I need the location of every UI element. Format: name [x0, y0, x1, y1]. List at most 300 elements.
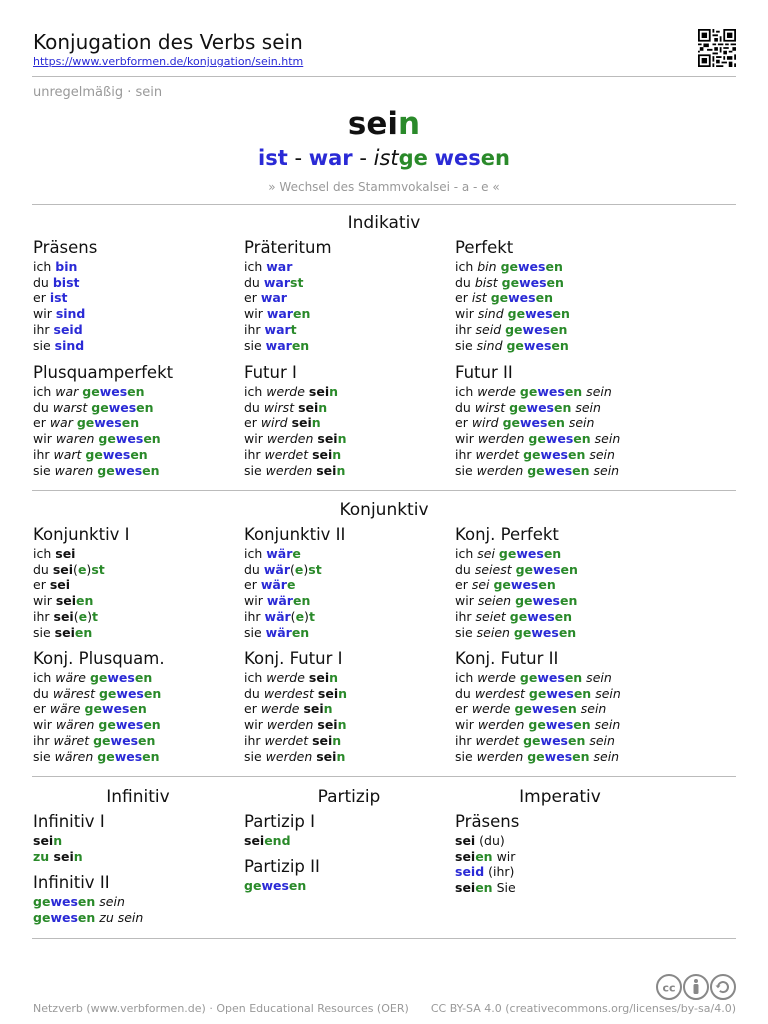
verb-fragment: sein — [590, 717, 621, 733]
conjugation-row — [455, 670, 665, 686]
verb-fragment: sei — [53, 608, 74, 624]
verb-fragment: n — [318, 399, 328, 415]
verb-fragment: werden — [265, 462, 317, 478]
verb-fragment: sei — [312, 446, 333, 462]
verb-fragment: war — [260, 290, 287, 306]
conjugation-row — [455, 562, 665, 578]
tense-title: Konj. Plusquam. — [33, 649, 165, 668]
verb-fragment: sind — [477, 306, 508, 322]
verb-fragment: wär — [260, 577, 287, 593]
verb-fragment: ge — [76, 415, 95, 431]
verb-fragment: zu — [33, 848, 54, 864]
verb-fragment: sie — [455, 748, 477, 764]
verb-fragment: en — [291, 624, 310, 640]
verb-fragment: ge — [93, 732, 111, 748]
verb-fragment: ihr — [33, 732, 54, 748]
verb-fragment: ge — [515, 593, 533, 609]
tense-title: Präsens — [455, 812, 520, 831]
conjugation-row — [244, 290, 454, 306]
verb-fragment: en — [551, 337, 569, 353]
verb-fragment: ich — [455, 670, 478, 685]
verb-fragment: ist — [258, 146, 288, 170]
verb-fragment: en — [553, 399, 572, 415]
conjugation-row — [33, 701, 243, 717]
verb-fragment: sei — [317, 431, 338, 447]
verb-fragment: werden — [476, 462, 528, 478]
verb-fragment: wir — [455, 717, 478, 733]
verb-fragment: sei — [55, 546, 76, 561]
verb-fragment: sei — [49, 577, 71, 593]
verb-fragment: du — [244, 274, 264, 290]
verb-fragment: er — [244, 701, 261, 717]
verb-fragment: wir — [244, 306, 267, 322]
verb-fragment: en — [121, 415, 140, 431]
verb-fragment: wären — [55, 717, 99, 733]
conjugation-row — [455, 447, 665, 463]
verb-fragment: en — [573, 685, 592, 701]
verb-fragment: wirst — [263, 399, 299, 415]
verb-fragment: sei — [471, 577, 494, 593]
conjugation-row — [455, 431, 665, 447]
verb-fragment: en — [543, 546, 562, 561]
conjugation-row — [33, 733, 243, 749]
verb-fragment: sein — [95, 894, 125, 909]
verb-fragment: en — [550, 321, 568, 337]
conjugation-row — [33, 400, 243, 416]
verb-fragment: ich — [244, 546, 267, 561]
verb-fragment: ge — [513, 624, 532, 640]
verb-fragment: ge — [523, 446, 541, 462]
conjugation-row — [244, 833, 454, 849]
header-divider — [32, 76, 736, 77]
verb-fragment: wes — [50, 894, 78, 909]
verb-fragment: wes — [532, 593, 560, 609]
conjugation-row — [33, 259, 243, 275]
verb-fragment: du — [244, 561, 264, 577]
verb-fragment: sein — [585, 732, 615, 748]
verb-fragment: sei — [298, 399, 319, 415]
verb-fragment: du — [33, 685, 53, 701]
verb-fragment: seid — [455, 864, 485, 880]
verb-fragment: ihr — [244, 321, 265, 337]
verb-fragment: sie — [33, 337, 55, 353]
verb-fragment: du — [455, 274, 475, 290]
verb-fragment: du — [244, 399, 264, 415]
tense-title: Konj. Futur I — [244, 649, 343, 668]
conj-block-konjunktiv-1 — [33, 524, 243, 640]
verb-fragment: wären — [54, 748, 98, 764]
verb-infinitive — [0, 106, 768, 142]
verb-fragment: wes — [261, 878, 289, 893]
conjugation-row — [33, 577, 243, 593]
verb-fragment: ge — [490, 290, 509, 306]
verb-fragment: wes — [107, 670, 135, 685]
verb-fragment: en — [552, 306, 570, 322]
verb-fragment: ich — [33, 384, 56, 399]
conjugation-row — [33, 717, 243, 733]
verb-fragment: en — [572, 748, 590, 764]
divider — [32, 776, 736, 777]
conjugation-row — [244, 670, 454, 686]
verb-fragment: ich — [33, 546, 56, 561]
conjugation-row — [33, 849, 243, 865]
verb-fragment: ich — [244, 384, 267, 399]
verb-fragment: sein — [582, 384, 612, 399]
verb-fragment: war — [263, 274, 290, 290]
verb-fragment: ge — [85, 446, 103, 462]
verb-fragment: wärest — [52, 685, 99, 701]
verb-fragment: wes — [527, 608, 555, 624]
conjugation-row — [244, 733, 454, 749]
conjugation-row — [33, 546, 243, 562]
verb-fragment: en — [77, 909, 96, 925]
verb-fragment: en — [74, 624, 93, 640]
verb-info: unregelmäßig · sein — [33, 85, 163, 100]
verb-fragment: seien — [476, 624, 514, 640]
footer-source: Netzverb (www.verbformen.de) · Open Educational Resources (OER) — [33, 1002, 409, 1015]
verb-fragment: t — [91, 608, 98, 624]
verb-fragment: ge — [502, 415, 520, 431]
verb-fragment: sind — [54, 337, 85, 353]
verb-fragment: sie — [244, 462, 266, 478]
conjugation-row — [455, 864, 665, 880]
stammformen — [0, 146, 768, 170]
conjugation-row — [455, 306, 665, 322]
verb-fragment: werdet — [264, 446, 313, 462]
conj-block-konj-futur-1 — [244, 648, 454, 764]
divider — [32, 490, 736, 491]
section-heading-infinitiv: Infinitiv — [106, 787, 170, 807]
verb-fragment: ge — [493, 577, 511, 593]
verb-fragment: du — [455, 561, 475, 577]
conj-block-konjunktiv-2 — [244, 524, 454, 640]
qr-code-icon — [698, 29, 736, 67]
page-url-link[interactable]: https://www.verbformen.de/konjugation/sein.htm — [33, 55, 304, 68]
verb-fragment: ( — [290, 608, 296, 624]
verb-fragment: ihr — [244, 608, 265, 624]
verb-fragment: werdet — [264, 732, 313, 748]
verb-fragment: n — [338, 685, 348, 701]
verb-fragment: wes — [540, 732, 568, 748]
conj-block-perfekt — [455, 237, 665, 353]
verb-fragment: ge — [519, 384, 538, 399]
verb-fragment: en — [567, 446, 586, 462]
tense-title: Präteritum — [244, 238, 332, 257]
verb-fragment: wes — [518, 259, 546, 274]
verb-fragment: sein — [590, 431, 621, 447]
verb-fragment: ge — [528, 717, 546, 733]
conjugation-row — [244, 593, 454, 609]
tense-title: Plusquamperfekt — [33, 363, 174, 382]
verb-fragment: sein — [564, 415, 595, 431]
verb-fragment: bin — [55, 259, 78, 274]
verb-fragment: wes — [108, 399, 137, 415]
verb-fragment: sie — [455, 337, 477, 353]
conjugation-row — [244, 447, 454, 463]
verb-fragment: n — [73, 848, 83, 864]
verb-fragment: wär — [266, 593, 293, 609]
vowel-change-note: » Wechsel des Stammvokalsei - a - e « — [268, 180, 500, 194]
section-heading-partizip: Partizip — [317, 787, 381, 807]
verb-fragment: ge — [91, 399, 109, 415]
tense-title: Infinitiv II — [33, 873, 110, 892]
verb-fragment: st — [290, 274, 304, 290]
verb-fragment: sein — [585, 446, 615, 462]
verb-fragment: wir — [244, 431, 267, 447]
verb-fragment: ist — [373, 146, 399, 170]
verb-fragment: en — [558, 624, 577, 640]
verb-fragment: wir — [244, 593, 267, 609]
verb-fragment: n — [336, 462, 346, 478]
imperativ-praesens-block — [455, 811, 665, 896]
verb-fragment: wäre — [49, 701, 85, 717]
verb-fragment: du — [244, 685, 264, 701]
verb-fragment: en — [142, 748, 160, 764]
verb-fragment: wär — [263, 561, 290, 577]
verb-fragment: wes — [544, 462, 573, 478]
verb-fragment: t — [308, 608, 315, 624]
conjugation-row — [244, 686, 454, 702]
verb-fragment: en — [559, 701, 577, 717]
conjugation-row — [33, 749, 243, 765]
verb-fragment: n — [336, 748, 346, 764]
verb-fragment: ge — [519, 670, 538, 685]
footer-license[interactable]: CC BY-SA 4.0 (creativecommons.org/licenses/by-sa/4.0) — [430, 1002, 736, 1015]
conjugation-row — [455, 415, 665, 431]
verb-fragment: wes — [101, 701, 130, 717]
verb-fragment: wes — [545, 431, 574, 447]
verb-fragment: wes — [522, 321, 551, 337]
conjugation-row — [244, 701, 454, 717]
verb-fragment: ) — [86, 561, 92, 577]
verb-fragment: wir — [455, 306, 478, 322]
conjugation-row — [455, 593, 665, 609]
verb-fragment: ihr — [33, 446, 54, 462]
verb-fragment: ( — [290, 561, 295, 577]
verb-fragment: en — [480, 146, 510, 170]
verb-fragment: ge — [89, 670, 108, 685]
verb-fragment: war — [55, 384, 83, 399]
conjugation-row — [33, 686, 243, 702]
conjugation-row — [455, 546, 665, 562]
conjugation-row — [244, 609, 454, 625]
conjugation-row — [244, 625, 454, 641]
conjugation-row — [33, 833, 243, 849]
verb-fragment: werde — [260, 701, 304, 717]
verb-fragment: sie — [244, 624, 266, 640]
verb-fragment: wes — [523, 337, 552, 353]
verb-fragment: er — [33, 290, 50, 306]
verb-fragment: st — [91, 561, 105, 577]
verb-fragment: en — [567, 732, 586, 748]
conjugation-row — [244, 577, 454, 593]
verb-fragment: wes — [434, 146, 481, 170]
verb-fragment: wir — [33, 431, 56, 447]
verb-fragment: werde — [471, 701, 515, 717]
conjugation-row — [33, 670, 243, 686]
verb-fragment: wes — [50, 909, 78, 925]
verb-fragment: n — [332, 446, 342, 462]
verb-fragment: wes — [114, 748, 143, 764]
verb-fragment: wes — [99, 384, 128, 399]
verb-fragment: ge — [523, 732, 541, 748]
tense-title: Konj. Perfekt — [455, 525, 559, 544]
verb-fragment: war — [264, 321, 291, 337]
verb-fragment: ge — [98, 431, 116, 447]
verb-fragment: en — [573, 717, 591, 733]
verb-fragment: er — [33, 577, 50, 593]
verb-fragment: wes — [537, 670, 565, 685]
verb-fragment: ge — [398, 146, 428, 170]
verb-fragment: werdet — [475, 732, 524, 748]
divider — [32, 938, 736, 939]
verb-fragment: sei — [316, 748, 337, 764]
conjugation-row — [244, 275, 454, 291]
conjugation-row — [244, 562, 454, 578]
conjugation-row — [33, 431, 243, 447]
verb-fragment: sie — [244, 337, 266, 353]
conjugation-row — [455, 833, 665, 849]
conjugation-row — [244, 415, 454, 431]
verb-fragment: sei — [455, 848, 476, 864]
verb-fragment: wir — [492, 848, 516, 864]
verb-fragment: ist — [471, 290, 491, 306]
verb-fragment: n — [323, 701, 333, 717]
verb-fragment: war — [49, 415, 77, 431]
verb-fragment: er — [244, 415, 261, 431]
verb-fragment: wes — [115, 431, 144, 447]
conjugation-row — [33, 625, 243, 641]
verb-fragment: ihr — [455, 732, 476, 748]
verb-fragment: du — [455, 685, 475, 701]
verb-fragment: seiet — [475, 608, 510, 624]
verb-fragment: t — [290, 321, 297, 337]
verb-fragment: en — [77, 894, 96, 909]
verb-fragment: warst — [52, 399, 92, 415]
verb-fragment: n — [329, 384, 339, 399]
tense-title: Partizip II — [244, 857, 320, 876]
conjugation-row — [455, 609, 665, 625]
conj-block-praesens — [33, 237, 243, 353]
verb-fragment: ge — [98, 685, 117, 701]
verb-fragment: werde — [477, 384, 520, 399]
conjugation-row — [33, 593, 243, 609]
verb-fragment: ge — [244, 878, 262, 893]
verb-fragment: werdest — [263, 685, 318, 701]
conjugation-row — [33, 384, 243, 400]
verb-fragment: en — [130, 446, 148, 462]
verb-fragment: sei — [455, 833, 476, 848]
verb-fragment: seien — [477, 593, 516, 609]
verb-fragment: ge — [501, 274, 520, 290]
svg-text:cc: cc — [662, 981, 676, 995]
verb-fragment: ihr — [244, 446, 265, 462]
verb-fragment: wir — [33, 717, 56, 733]
verb-fragment: werdet — [475, 446, 524, 462]
verb-fragment: - — [359, 146, 367, 170]
verb-fragment: ge — [514, 701, 532, 717]
verb-fragment: werden — [476, 748, 528, 764]
conjugation-row — [455, 733, 665, 749]
verb-fragment: er — [455, 290, 472, 306]
conjugation-row — [455, 577, 665, 593]
verb-fragment: Sie — [492, 880, 516, 896]
verb-fragment: wir — [244, 717, 267, 733]
verb-fragment: sei — [317, 717, 338, 733]
verb-fragment: n — [337, 431, 347, 447]
verb-fragment: en — [554, 608, 573, 624]
verb-fragment: du — [33, 399, 53, 415]
tense-title: Konjunktiv I — [33, 525, 130, 544]
infinitiv-2-block — [33, 872, 243, 925]
verb-fragment: en — [538, 577, 556, 593]
verb-fragment: e — [292, 546, 301, 561]
verb-fragment: e — [295, 608, 305, 624]
verb-fragment: wes — [94, 415, 122, 431]
verb-fragment: seiest — [474, 561, 516, 577]
verb-fragment: wes — [545, 717, 574, 733]
verb-fragment: e — [294, 561, 304, 577]
verb-fragment: werden — [266, 431, 318, 447]
verb-fragment: ich — [455, 259, 478, 274]
verb-fragment: sie — [33, 462, 55, 478]
conjugation-row — [455, 275, 665, 291]
tense-title: Perfekt — [455, 238, 514, 257]
conjugation-row — [244, 431, 454, 447]
verb-fragment: wes — [115, 717, 144, 733]
verb-fragment: se — [347, 106, 388, 142]
verb-fragment: en — [545, 259, 563, 274]
verb-fragment: du — [33, 561, 53, 577]
verb-fragment: ge — [98, 717, 116, 733]
verb-fragment: bin — [477, 259, 501, 274]
verb-fragment: zu sein — [95, 909, 144, 925]
verb-fragment: en — [143, 685, 162, 701]
verb-fragment: ) — [303, 561, 309, 577]
verb-fragment: ge — [509, 399, 527, 415]
verb-fragment: ge — [528, 685, 547, 701]
verb-fragment: wes — [508, 290, 536, 306]
verb-fragment: wes — [531, 624, 559, 640]
conjugation-row — [455, 701, 665, 717]
verb-fragment: ge — [505, 321, 523, 337]
verb-fragment: en — [547, 415, 565, 431]
conjugation-row — [455, 625, 665, 641]
verb-fragment: en — [136, 399, 154, 415]
verb-fragment: wes — [102, 446, 131, 462]
conjugation-row — [455, 322, 665, 338]
conj-block-konj-plusquam — [33, 648, 243, 764]
conjugation-row — [33, 562, 243, 578]
verb-fragment: en — [142, 462, 160, 478]
conjugation-row — [244, 259, 454, 275]
verb-fragment: er — [33, 701, 50, 717]
partizip-1-block — [244, 811, 454, 849]
conjugation-row — [33, 910, 243, 926]
verb-fragment: en — [564, 670, 583, 685]
verb-fragment: werden — [266, 717, 318, 733]
verb-fragment: ihr — [244, 732, 265, 748]
verb-fragment: en — [76, 593, 94, 609]
verb-fragment: er — [33, 415, 50, 431]
verb-fragment: ge — [33, 894, 51, 909]
verb-fragment: sind — [476, 337, 507, 353]
verb-fragment: du — [33, 274, 53, 290]
verb-fragment: er — [455, 415, 472, 431]
verb-fragment: werde — [477, 670, 520, 685]
conjugation-row — [455, 338, 665, 354]
verb-fragment: en — [573, 431, 591, 447]
